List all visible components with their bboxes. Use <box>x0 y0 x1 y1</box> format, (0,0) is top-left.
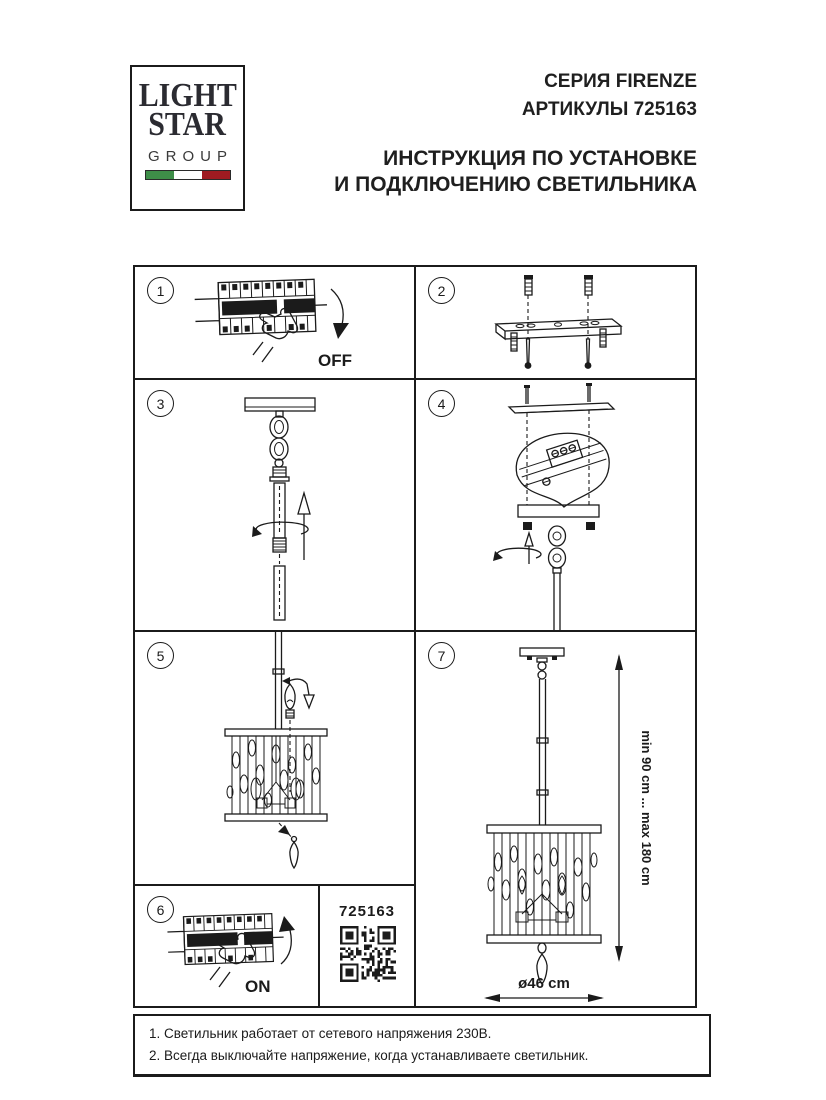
step-3-badge: 3 <box>147 390 174 417</box>
instruction-title <box>334 146 697 198</box>
qr-panel <box>320 886 414 1006</box>
ceiling-plate <box>509 383 614 413</box>
step-4-badge: 4 <box>428 390 455 417</box>
logo-word-star: STAR <box>148 106 227 144</box>
rotation-arrow <box>493 533 541 564</box>
arc-arrow-up <box>279 916 295 964</box>
logo-word-group: GROUP <box>147 148 233 166</box>
lightstar-logo <box>130 65 245 211</box>
off-label: OFF <box>318 351 352 370</box>
up-arrow <box>298 493 310 560</box>
series-title: СЕРИЯ FIRENZE <box>544 71 697 92</box>
breaker-off-diagram <box>135 267 414 378</box>
instruction-title-line1: ИНСТРУКЦИЯ ПО УСТАНОВКЕ <box>383 147 697 170</box>
article-code-label: 725163 <box>338 903 396 920</box>
inner-frame <box>257 736 295 808</box>
height-dimension <box>615 654 654 962</box>
step-3-panel <box>135 380 414 630</box>
ceiling-canopy <box>520 648 564 679</box>
hanging-studs <box>511 329 606 351</box>
rotation-arrow <box>252 522 308 537</box>
step-4-panel <box>416 380 695 630</box>
step-1-badge: 1 <box>147 277 174 304</box>
insert-arrow <box>282 677 314 708</box>
mounting-bracket-diagram <box>416 267 695 378</box>
height-range-label: min 90 cm ... max 180 cm <box>639 730 654 886</box>
instruction-title-line2: И ПОДКЛЮЧЕНИЮ СВЕТИЛЬНИКА <box>334 173 697 196</box>
rod-assembly-diagram <box>135 380 414 630</box>
step-2-panel <box>416 267 695 378</box>
full-fixture-diagram <box>416 632 695 1006</box>
article-number: АРТИКУЛЫ 725163 <box>521 99 697 120</box>
rod <box>276 632 282 729</box>
upper-rod <box>274 483 285 538</box>
chain-knots <box>549 526 566 573</box>
diameter-dimension <box>484 975 604 1002</box>
wiring-detail-diagram <box>416 380 695 630</box>
crystals <box>227 740 320 807</box>
chain-links <box>270 416 288 467</box>
step-6-badge: 6 <box>147 896 174 923</box>
candle-bulb <box>285 684 295 718</box>
step-1-panel <box>135 267 414 378</box>
diameter-label: ø46 cm <box>518 975 570 992</box>
bulb-shade-diagram <box>135 632 414 884</box>
circuit-breaker-row <box>194 279 328 336</box>
arc-arrow-down <box>331 289 349 339</box>
detail-balloon <box>516 433 609 507</box>
drum-shade <box>487 825 601 943</box>
step-5-panel <box>135 632 414 884</box>
note-line-1: 1. Светильник работает от сетевого напряжения 230В. <box>149 1026 492 1041</box>
step-7-badge: 7 <box>428 642 455 669</box>
screws <box>525 339 592 369</box>
step-2-badge: 2 <box>428 277 455 304</box>
step-7-panel <box>416 632 695 1006</box>
note-line-2: 2. Всегда выключайте напряжение, когда устанавливаете светильник. <box>149 1047 589 1063</box>
logo-word-light: LIGHT <box>138 77 237 114</box>
series-article-block <box>522 68 697 124</box>
italian-flag-stripe <box>145 170 231 180</box>
steps-grid <box>133 265 697 1008</box>
rod <box>540 679 546 825</box>
rod <box>554 573 560 630</box>
on-label: ON <box>245 977 271 996</box>
drum-shade <box>225 729 327 821</box>
step-5-badge: 5 <box>147 642 174 669</box>
threaded-coupler <box>273 538 286 552</box>
qr-code <box>340 926 396 982</box>
finial-attach <box>278 823 298 868</box>
step-6-panel <box>135 886 318 1006</box>
wall-anchors <box>524 275 593 295</box>
safety-notes <box>133 1014 711 1077</box>
